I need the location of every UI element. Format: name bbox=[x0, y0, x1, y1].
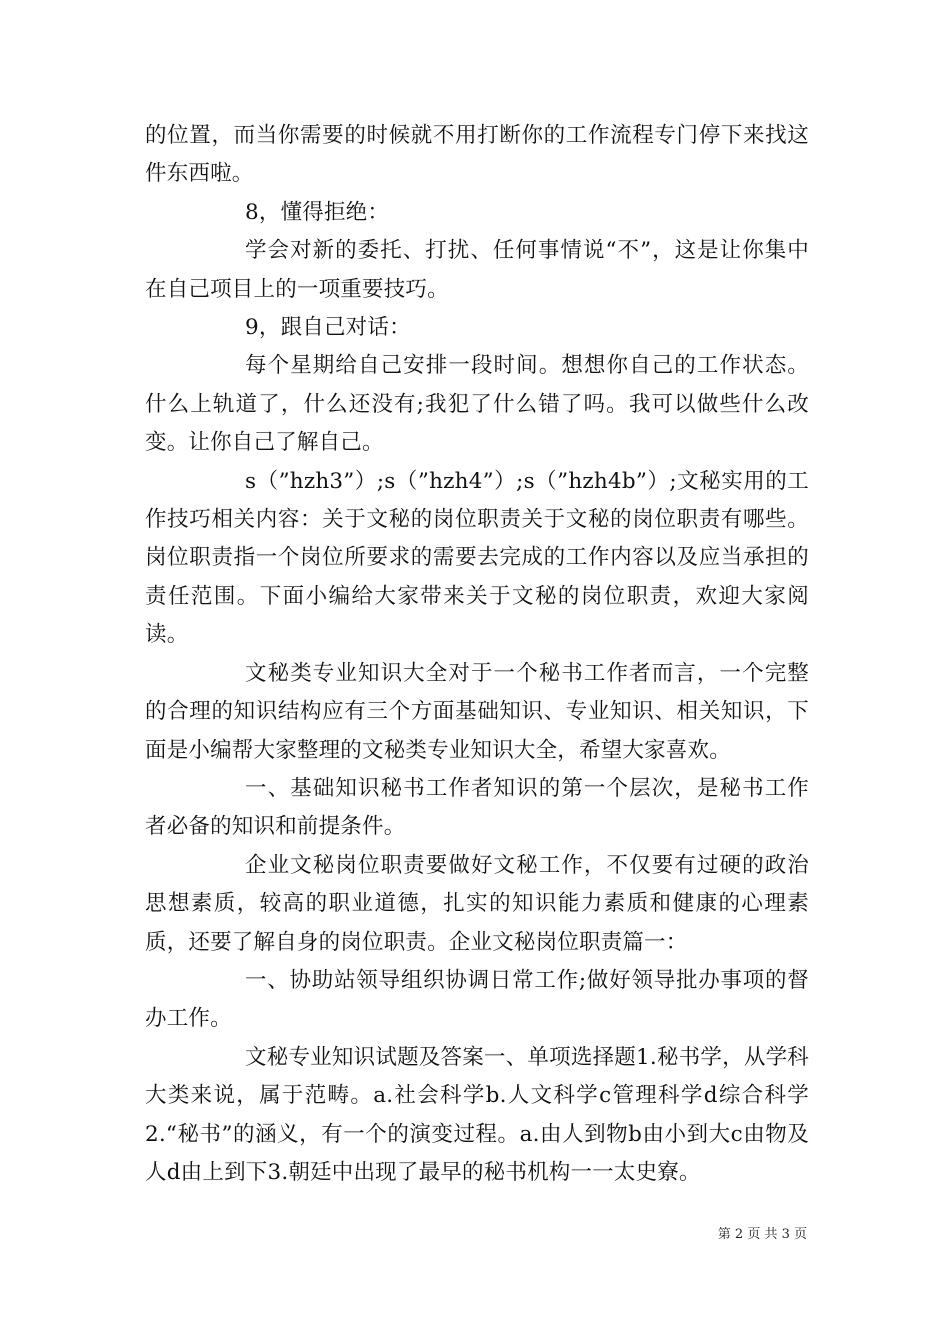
paragraph: 文秘专业知识试题及答案一、单项选择题1.秘书学，从学科大类来说，属于范畴。a.社会科学b.人文科学c管理科学d综合科学2.“秘书”的涵义，有一个的演变过程。a.由人到物b由小到大c由物及人d由上到下3.朝廷中出现了最早的秘书机构一一太史寮。 bbox=[145, 1044, 809, 1185]
paragraph: 9，跟自己对话： bbox=[245, 315, 411, 341]
paragraph: 每个星期给自己安排一段时间。想想你自己的工作状态。什么上轨道了，什么还没有;我犯了什么错了吗。我可以做些什么改变。让你自己了解自己。 bbox=[145, 353, 809, 456]
paragraph: 文秘类专业知识大全对于一个秘书工作者而言，一个完整的合理的知识结构应有三个方面基础知识、专业知识、相关知识，下面是小编帮大家整理的文秘类专业知识大全，希望大家喜欢。 bbox=[145, 660, 809, 763]
paragraph: 一、协助站领导组织协调日常工作;做好领导批办事项的督办工作。 bbox=[145, 967, 809, 1032]
paragraph: 的位置，而当你需要的时候就不用打断你的工作流程专门停下来找这件东西啦。 bbox=[145, 123, 809, 187]
paragraph: 企业文秘岗位职责要做好文秘工作，不仅要有过硬的政治思想素质，较高的职业道德，扎实的知识能力素质和健康的心理素质，还要了解自身的岗位职责。企业文秘岗位职责篇一： bbox=[145, 852, 809, 955]
paragraph: 一、基础知识秘书工作者知识的第一个层次，是秘书工作者必备的知识和前提条件。 bbox=[145, 775, 809, 840]
paragraph: 学会对新的委托、打扰、任何事情说“不”，这是让你集中在自己项目上的一项重要技巧。 bbox=[145, 238, 809, 302]
paragraph: s（”hzh3”）;s（”hzh4”）;s（”hzh4b”）;文秘实用的工作技巧相关内容：关于文秘的岗位职责关于文秘的岗位职责有哪些。岗位职责指一个岗位所要求的需要去完成的工作内容以及应当承担的责任范围。下面小编给大家带来关于文秘的岗位职责，欢迎大家阅读。 bbox=[145, 468, 809, 648]
page-number: 第 2 页 共 3 页 bbox=[717, 1227, 807, 1242]
paragraph: 8，懂得拒绝： bbox=[245, 199, 390, 225]
document-body bbox=[145, 117, 809, 1192]
